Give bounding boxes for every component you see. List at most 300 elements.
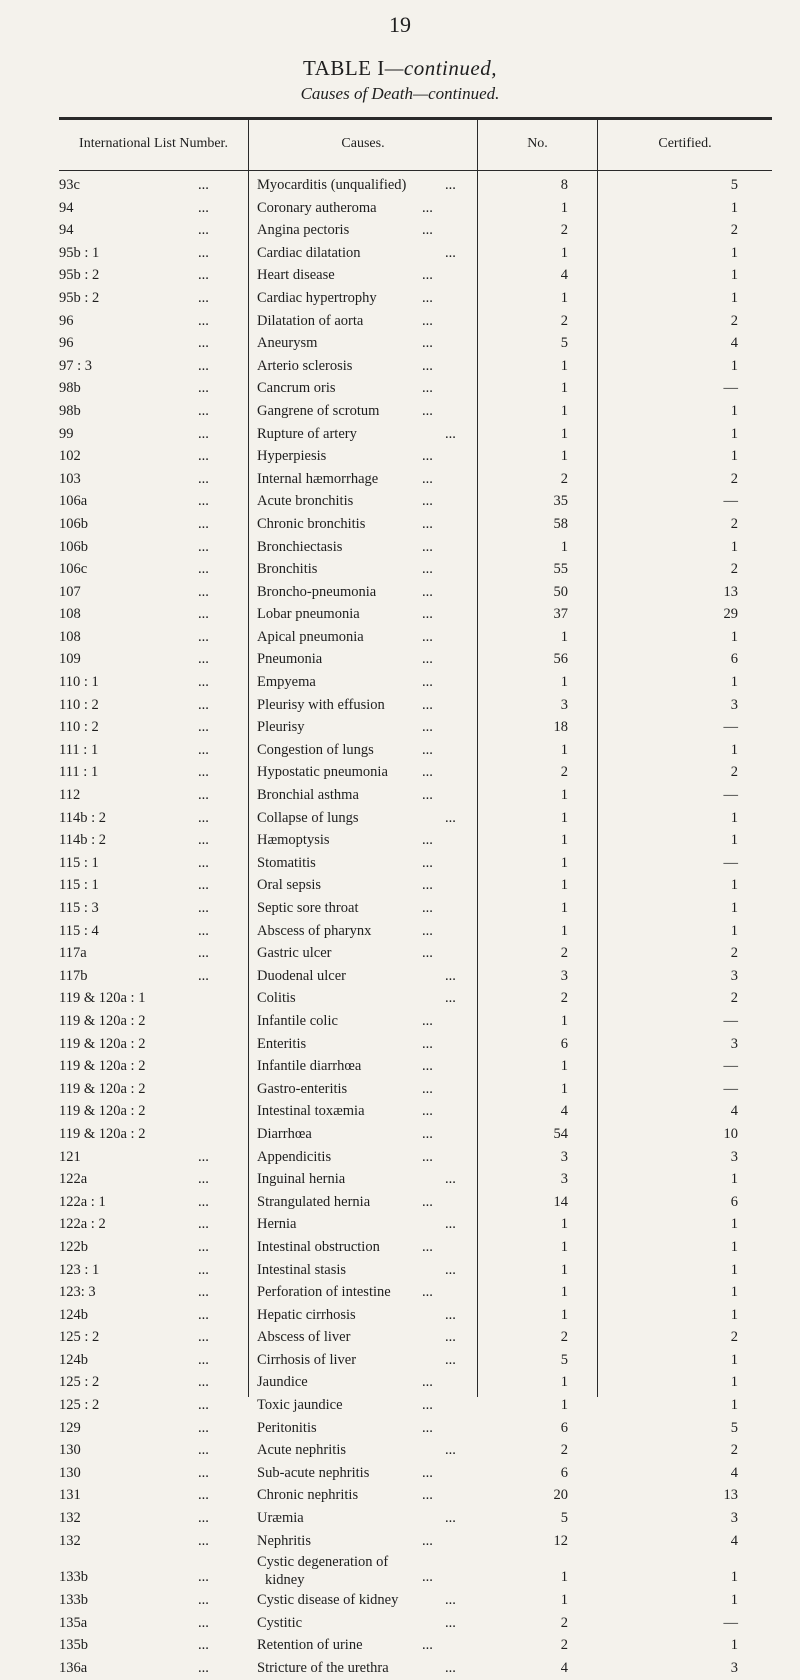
cause-cell bbox=[257, 1236, 477, 1259]
list-number-cell bbox=[59, 174, 243, 197]
certified-cell: 6 bbox=[730, 1193, 738, 1210]
table-row bbox=[59, 445, 772, 468]
table-row bbox=[59, 1507, 772, 1530]
cause-text: Cardiac dilatation bbox=[257, 244, 361, 261]
list-number-cell bbox=[59, 1634, 243, 1657]
cause-cell bbox=[257, 1281, 477, 1304]
dot-leader: ... bbox=[445, 244, 456, 261]
cause-cell bbox=[257, 355, 477, 378]
list-number-cell bbox=[59, 264, 243, 287]
dot-leader: ... bbox=[445, 1329, 456, 1346]
cause-cell bbox=[257, 174, 477, 197]
cause-cell bbox=[257, 874, 477, 897]
list-number: 121 bbox=[59, 1148, 81, 1165]
list-number-cell bbox=[59, 671, 243, 694]
count-cell: 6 bbox=[560, 1419, 568, 1436]
cause-text: Cancrum oris bbox=[257, 380, 336, 397]
table-row bbox=[59, 377, 772, 400]
list-number-cell bbox=[59, 1191, 243, 1214]
list-number: 93c bbox=[59, 177, 80, 193]
certified-cell: 1 bbox=[730, 425, 738, 442]
certified-cell: — bbox=[723, 1058, 738, 1075]
table-row bbox=[59, 1033, 772, 1056]
list-number: 96 bbox=[59, 335, 74, 352]
cause-cell bbox=[257, 536, 477, 559]
certified-cell: 10 bbox=[723, 1125, 738, 1142]
dot-leader: ... bbox=[198, 177, 209, 193]
list-number-cell bbox=[59, 310, 243, 333]
cause-text: Hyperpiesis bbox=[257, 448, 327, 465]
list-number: 123: 3 bbox=[59, 1284, 96, 1301]
cause-text: Hypostatic pneumonia bbox=[257, 764, 388, 781]
certified-cell: 3 bbox=[730, 1148, 738, 1165]
count-cell: 2 bbox=[560, 1637, 568, 1654]
certified-cell: 1 bbox=[730, 832, 738, 849]
table-row bbox=[59, 965, 772, 988]
list-number-cell bbox=[59, 874, 243, 897]
dot-leader: ... bbox=[422, 741, 433, 758]
certified-cell: 1 bbox=[730, 674, 738, 691]
dot-leader: ... bbox=[422, 1125, 433, 1142]
dot-leader: ... bbox=[422, 1080, 433, 1097]
cause-text: Strangulated hernia bbox=[257, 1193, 371, 1210]
count-cell: 3 bbox=[560, 696, 568, 713]
dot-leader: ... bbox=[422, 606, 433, 623]
certified-cell: 1 bbox=[730, 900, 738, 916]
count-cell: 3 bbox=[560, 1148, 568, 1165]
certified-cell: — bbox=[723, 1614, 738, 1631]
dot-leader: ... bbox=[198, 1374, 209, 1391]
dot-leader: ... bbox=[422, 312, 433, 329]
list-number: 119 & 120a : 2 bbox=[59, 1103, 146, 1120]
dot-leader: ... bbox=[198, 448, 209, 465]
cause-text: Colitis bbox=[257, 990, 296, 1007]
dot-leader: ... bbox=[198, 425, 209, 442]
list-number-cell bbox=[59, 987, 243, 1010]
dot-leader: ... bbox=[198, 312, 209, 329]
list-number-cell bbox=[59, 1213, 243, 1236]
table-row bbox=[59, 423, 772, 446]
dot-leader: ... bbox=[198, 335, 209, 352]
dot-leader: ... bbox=[198, 583, 209, 600]
count-cell: 1 bbox=[560, 1216, 568, 1233]
certified-cell: 4 bbox=[730, 1532, 738, 1549]
list-number: 133b bbox=[59, 1592, 88, 1609]
dot-leader: ... bbox=[198, 719, 209, 736]
cause-text: Cystic disease of kidney bbox=[257, 1592, 399, 1609]
table-row bbox=[59, 829, 772, 852]
count-cell: 1 bbox=[560, 425, 568, 442]
list-number-cell bbox=[59, 1439, 243, 1462]
list-number-cell bbox=[59, 1657, 243, 1680]
dot-leader: ... bbox=[198, 945, 209, 962]
dot-leader: ... bbox=[198, 493, 209, 510]
table-row bbox=[59, 1634, 772, 1657]
table-row bbox=[59, 197, 772, 220]
count-cell: 2 bbox=[560, 764, 568, 781]
list-number: 106b bbox=[59, 538, 88, 555]
list-number: 130 bbox=[59, 1464, 81, 1481]
dot-leader: ... bbox=[422, 1103, 433, 1120]
list-number: 132 bbox=[59, 1532, 81, 1549]
list-number-cell bbox=[59, 1304, 243, 1327]
dot-leader: ... bbox=[422, 719, 433, 736]
cause-text: Bronchial asthma bbox=[257, 787, 359, 804]
dot-leader: ... bbox=[445, 1442, 456, 1459]
list-number-cell bbox=[59, 739, 243, 762]
count-cell: 1 bbox=[560, 922, 568, 939]
dot-leader: ... bbox=[422, 1012, 433, 1029]
count-cell: 1 bbox=[560, 809, 568, 826]
count-cell: 1 bbox=[560, 1397, 568, 1414]
cause-cell bbox=[257, 445, 477, 468]
dot-leader: ... bbox=[422, 1284, 433, 1301]
dot-leader: ... bbox=[198, 538, 209, 555]
list-number-cell bbox=[59, 1417, 243, 1440]
count-cell: 2 bbox=[560, 312, 568, 329]
dot-leader: ... bbox=[198, 244, 209, 261]
cause-cell bbox=[257, 671, 477, 694]
dot-leader: ... bbox=[198, 380, 209, 397]
dot-leader: ... bbox=[422, 380, 433, 397]
cause-cell bbox=[257, 468, 477, 491]
table-row bbox=[59, 1530, 772, 1553]
cause-text: Sub-acute nephritis bbox=[257, 1464, 370, 1481]
list-number-cell bbox=[59, 942, 243, 965]
certified-cell: 6 bbox=[730, 651, 738, 668]
count-cell: 1 bbox=[560, 1058, 568, 1075]
certified-cell: 4 bbox=[730, 1103, 738, 1120]
certified-cell: 2 bbox=[730, 1329, 738, 1346]
list-number-cell bbox=[59, 603, 243, 626]
dot-leader: ... bbox=[198, 402, 209, 419]
cause-text: Uræmia bbox=[257, 1510, 304, 1527]
count-cell: 37 bbox=[553, 606, 568, 623]
count-cell: 1 bbox=[560, 380, 568, 397]
certified-cell: 1 bbox=[730, 1637, 738, 1654]
table-row bbox=[59, 1146, 772, 1169]
cause-text: Cirrhosis of liver bbox=[257, 1351, 357, 1368]
cause-cell bbox=[257, 987, 477, 1010]
dot-leader: ... bbox=[422, 267, 433, 284]
dot-leader: ... bbox=[422, 538, 433, 555]
count-cell: 1 bbox=[560, 674, 568, 691]
dot-leader: ... bbox=[422, 1532, 433, 1549]
table-row bbox=[59, 1371, 772, 1394]
table-row bbox=[59, 987, 772, 1010]
dot-leader: ... bbox=[198, 900, 209, 916]
certified-cell: 1 bbox=[730, 1592, 738, 1609]
cause-cell bbox=[257, 558, 477, 581]
dot-leader: ... bbox=[198, 1148, 209, 1165]
list-number-cell bbox=[59, 807, 243, 830]
header-list-number: International List Number. bbox=[79, 135, 228, 151]
table-row bbox=[59, 536, 772, 559]
count-cell: 1 bbox=[560, 832, 568, 849]
cause-cell bbox=[257, 310, 477, 333]
cause-cell bbox=[257, 1589, 477, 1612]
cause-text: Cardiac hypertrophy bbox=[257, 289, 377, 306]
table-row bbox=[59, 1259, 772, 1282]
count-cell: 1 bbox=[560, 854, 568, 871]
list-number: 95b : 2 bbox=[59, 289, 100, 306]
dot-leader: ... bbox=[198, 515, 209, 532]
list-number-cell bbox=[59, 1371, 243, 1394]
list-number: 125 : 2 bbox=[59, 1397, 100, 1414]
dot-leader: ... bbox=[422, 877, 433, 894]
cause-text: Dilatation of aorta bbox=[257, 312, 364, 329]
dot-leader: ... bbox=[198, 357, 209, 374]
dot-leader: ... bbox=[198, 1637, 209, 1654]
dot-leader: ... bbox=[198, 1487, 209, 1504]
list-number-cell bbox=[59, 581, 243, 604]
dot-leader: ... bbox=[198, 1614, 209, 1631]
table-row bbox=[59, 1281, 772, 1304]
count-cell: 2 bbox=[560, 1329, 568, 1346]
list-number-cell bbox=[59, 1349, 243, 1372]
list-number: 111 : 1 bbox=[59, 764, 99, 781]
list-number: 131 bbox=[59, 1487, 81, 1504]
certified-cell: 3 bbox=[730, 967, 738, 984]
dot-leader: ... bbox=[198, 606, 209, 623]
cause-text: Gastric ulcer bbox=[257, 945, 332, 962]
dot-leader: ... bbox=[422, 922, 433, 939]
table-row bbox=[59, 242, 772, 265]
certified-cell: 1 bbox=[730, 244, 738, 261]
cause-text: Perforation of intestine bbox=[257, 1284, 391, 1301]
list-number-cell bbox=[59, 1484, 243, 1507]
dot-leader: ... bbox=[198, 741, 209, 758]
cause-text: Gangrene of scrotum bbox=[257, 402, 380, 419]
list-number-cell bbox=[59, 1326, 243, 1349]
cause-text: Septic sore throat bbox=[257, 900, 359, 916]
list-number: 111 : 1 bbox=[59, 741, 99, 758]
cause-text: Pleurisy bbox=[257, 719, 305, 736]
list-number: 136a bbox=[59, 1660, 88, 1676]
table-row bbox=[59, 1462, 772, 1485]
cause-cell bbox=[257, 423, 477, 446]
cause-cell bbox=[257, 1010, 477, 1033]
count-cell: 35 bbox=[553, 493, 568, 510]
dot-leader: ... bbox=[198, 1284, 209, 1301]
list-number: 106b bbox=[59, 515, 88, 532]
cause-text: Peritonitis bbox=[257, 1419, 317, 1436]
list-number: 119 & 120a : 1 bbox=[59, 990, 146, 1007]
cause-cell bbox=[257, 1612, 477, 1635]
dot-leader: ... bbox=[422, 1035, 433, 1052]
dot-leader: ... bbox=[198, 696, 209, 713]
list-number-cell bbox=[59, 558, 243, 581]
cause-text: Oral sepsis bbox=[257, 877, 322, 894]
count-cell: 3 bbox=[560, 1171, 568, 1188]
cause-cell bbox=[257, 1484, 477, 1507]
certified-cell: — bbox=[723, 719, 738, 736]
list-number: 110 : 2 bbox=[59, 719, 99, 736]
certified-cell: 2 bbox=[730, 470, 738, 487]
dot-leader: ... bbox=[198, 222, 209, 239]
certified-cell: 4 bbox=[730, 1464, 738, 1481]
dot-leader: ... bbox=[422, 1487, 433, 1504]
cause-text: Toxic jaundice bbox=[257, 1397, 343, 1414]
dot-leader: ... bbox=[445, 1592, 456, 1609]
list-number: 133b bbox=[59, 1569, 88, 1586]
cause-cell bbox=[257, 852, 477, 875]
count-cell: 2 bbox=[560, 945, 568, 962]
list-number-cell bbox=[59, 1146, 243, 1169]
table-row bbox=[59, 761, 772, 784]
count-cell: 1 bbox=[560, 1238, 568, 1255]
certified-cell: 13 bbox=[723, 1487, 738, 1504]
certified-cell: 5 bbox=[730, 1419, 738, 1436]
dot-leader: ... bbox=[422, 222, 433, 239]
table-row bbox=[59, 1349, 772, 1372]
list-number: 110 : 1 bbox=[59, 674, 99, 691]
dot-leader: ... bbox=[198, 1193, 209, 1210]
certified-cell: 1 bbox=[730, 1216, 738, 1233]
certified-cell: 2 bbox=[730, 312, 738, 329]
list-number-cell bbox=[59, 445, 243, 468]
count-cell: 1 bbox=[560, 402, 568, 419]
dot-leader: ... bbox=[198, 1442, 209, 1459]
certified-cell: — bbox=[723, 854, 738, 871]
cause-cell bbox=[257, 1552, 477, 1588]
cause-text: Cystic degeneration of bbox=[257, 1554, 389, 1571]
cause-cell bbox=[257, 716, 477, 739]
count-cell: 6 bbox=[560, 1464, 568, 1481]
cause-text: Pneumonia bbox=[257, 651, 323, 668]
dot-leader: ... bbox=[198, 1419, 209, 1436]
list-number: 135b bbox=[59, 1637, 88, 1654]
cause-text: Rupture of artery bbox=[257, 425, 357, 442]
cause-cell bbox=[257, 626, 477, 649]
table-row bbox=[59, 603, 772, 626]
list-number: 95b : 2 bbox=[59, 267, 100, 284]
table-row bbox=[59, 490, 772, 513]
table-row bbox=[59, 1191, 772, 1214]
list-number: 107 bbox=[59, 583, 81, 600]
list-number: 117b bbox=[59, 967, 88, 984]
table-row bbox=[59, 807, 772, 830]
list-number: 94 bbox=[59, 199, 74, 216]
dot-leader: ... bbox=[422, 945, 433, 962]
list-number-cell bbox=[59, 219, 243, 242]
list-number: 125 : 2 bbox=[59, 1329, 100, 1346]
certified-cell: 1 bbox=[730, 289, 738, 306]
dot-leader: ... bbox=[198, 1306, 209, 1323]
list-number: 135a bbox=[59, 1614, 88, 1631]
dot-leader: ... bbox=[198, 289, 209, 306]
cause-text: Congestion of lungs bbox=[257, 741, 374, 758]
count-cell: 3 bbox=[560, 967, 568, 984]
cause-text: Inguinal hernia bbox=[257, 1171, 346, 1188]
cause-text: Nephritis bbox=[257, 1532, 311, 1549]
cause-text: Stomatitis bbox=[257, 854, 316, 871]
certified-cell: — bbox=[723, 493, 738, 510]
table-row bbox=[59, 1213, 772, 1236]
list-number-cell bbox=[59, 965, 243, 988]
cause-cell bbox=[257, 1439, 477, 1462]
count-cell: 2 bbox=[560, 1614, 568, 1631]
count-cell: 20 bbox=[553, 1487, 568, 1504]
certified-cell: 1 bbox=[730, 1261, 738, 1278]
cause-text: Hæmoptysis bbox=[257, 832, 330, 849]
dot-leader: ... bbox=[422, 696, 433, 713]
certified-cell: 3 bbox=[730, 1035, 738, 1052]
cause-text: Enteritis bbox=[257, 1035, 307, 1052]
list-number-cell bbox=[59, 1281, 243, 1304]
table-row bbox=[59, 874, 772, 897]
list-number-cell bbox=[59, 1168, 243, 1191]
list-number-cell bbox=[59, 1507, 243, 1530]
dot-leader: ... bbox=[198, 1569, 209, 1586]
table-row bbox=[59, 1394, 772, 1417]
table-row bbox=[59, 558, 772, 581]
table-row bbox=[59, 942, 772, 965]
list-number-cell bbox=[59, 1078, 243, 1101]
cause-cell bbox=[257, 197, 477, 220]
dot-leader: ... bbox=[198, 267, 209, 284]
list-number: 115 : 3 bbox=[59, 900, 99, 916]
cause-text: Jaundice bbox=[257, 1374, 308, 1391]
dot-leader: ... bbox=[445, 1306, 456, 1323]
cause-cell bbox=[257, 490, 477, 513]
dot-leader: ... bbox=[422, 764, 433, 781]
list-number: 114b : 2 bbox=[59, 832, 106, 849]
dot-leader: ... bbox=[198, 1261, 209, 1278]
dot-leader: ... bbox=[198, 470, 209, 487]
cause-text-continued: kidney bbox=[265, 1572, 305, 1589]
count-cell: 2 bbox=[560, 990, 568, 1007]
count-cell: 1 bbox=[560, 289, 568, 306]
dot-leader: ... bbox=[422, 1238, 433, 1255]
dot-leader: ... bbox=[422, 515, 433, 532]
list-number: 108 bbox=[59, 606, 81, 623]
dot-leader: ... bbox=[422, 1193, 433, 1210]
list-number-cell bbox=[59, 920, 243, 943]
list-number: 132 bbox=[59, 1510, 81, 1527]
count-cell: 1 bbox=[560, 787, 568, 804]
dot-leader: ... bbox=[445, 1614, 456, 1631]
table-row bbox=[59, 1612, 772, 1635]
cause-text: Infantile diarrhœa bbox=[257, 1058, 362, 1075]
list-number-cell bbox=[59, 197, 243, 220]
cause-text: Arterio sclerosis bbox=[257, 357, 353, 374]
certified-cell: 2 bbox=[730, 990, 738, 1007]
header-rule bbox=[59, 170, 772, 171]
certified-cell: 3 bbox=[730, 696, 738, 713]
cause-text: Abscess of pharynx bbox=[257, 922, 372, 939]
cause-cell bbox=[257, 287, 477, 310]
count-cell: 1 bbox=[560, 900, 568, 916]
list-number: 110 : 2 bbox=[59, 696, 99, 713]
list-number-cell bbox=[59, 626, 243, 649]
cause-text: Heart disease bbox=[257, 267, 335, 284]
header-no: No. bbox=[527, 135, 548, 151]
dot-leader: ... bbox=[422, 470, 433, 487]
certified-cell: 1 bbox=[730, 199, 738, 216]
cause-cell bbox=[257, 1033, 477, 1056]
list-number: 119 & 120a : 2 bbox=[59, 1080, 146, 1097]
dot-leader: ... bbox=[445, 425, 456, 442]
list-number-cell bbox=[59, 1394, 243, 1417]
dot-leader: ... bbox=[198, 877, 209, 894]
count-cell: 1 bbox=[560, 1284, 568, 1301]
cause-text: Stricture of the urethra bbox=[257, 1660, 389, 1676]
cause-text: Aneurysm bbox=[257, 335, 318, 352]
table-row bbox=[59, 581, 772, 604]
count-cell: 1 bbox=[560, 1012, 568, 1029]
list-number: 130 bbox=[59, 1442, 81, 1459]
